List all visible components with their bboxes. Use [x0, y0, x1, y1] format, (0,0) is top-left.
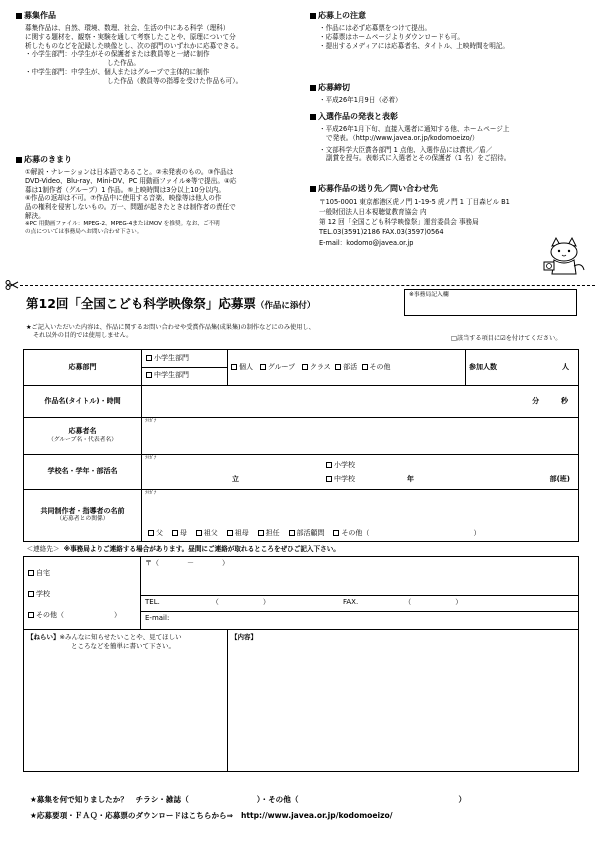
participant-count-field[interactable] — [466, 350, 579, 386]
heading-okurisaki: 応募作品の送り先／問い合わせ先 — [318, 184, 438, 193]
checkbox-junior-high[interactable] — [146, 372, 152, 378]
furigana-label: ﾌﾘｶﾞﾅ — [145, 491, 157, 496]
text-line: した作品（教員等の指導を受けた作品も可）。 — [107, 77, 243, 86]
postal-field[interactable]: 〒（ － ） — [145, 559, 229, 567]
application-form — [23, 349, 579, 772]
heading-boshu: 募集作品 — [24, 11, 56, 20]
co-sub: （応募者との関係） — [56, 516, 109, 523]
scissors-icon — [5, 280, 19, 290]
school-club: 部(班) — [549, 475, 570, 483]
text-line: 解決。 — [25, 212, 45, 221]
furigana-label: ﾌﾘｶﾞﾅ — [145, 419, 157, 424]
text-line: ⑥作品の返却は不可。⑦作品中に使用する音楽、映像等は他人の作 — [25, 194, 222, 203]
text-line: で発表。（http://www.javea.or.jp/kodomoeizo/） — [326, 133, 479, 142]
text-line: ・平成26年1月9日（必着） — [319, 95, 402, 104]
divider — [140, 557, 141, 629]
checkbox-group[interactable] — [260, 364, 266, 370]
footer-q1c: ） — [458, 795, 467, 804]
school-jh-label: 中学校 — [334, 475, 355, 483]
title-time-field[interactable] — [142, 386, 579, 418]
content-head: 【内容】 — [231, 633, 257, 641]
text-line: DVD-Video、Blu-ray、Mini-DV、PC 用動画ファイル※等で提出。④応 — [25, 176, 237, 185]
co-label-text: 共同制作者・指導者の名前 — [40, 506, 125, 515]
checkbox-other-type[interactable] — [362, 364, 368, 370]
footer-q1: ★募集を何で知りましたか？ チラシ・雑誌（ — [30, 795, 189, 804]
applicant-name-field[interactable] — [142, 418, 579, 455]
aim-field[interactable] — [24, 630, 228, 772]
relation-label: 部活顧問 — [296, 528, 325, 537]
type-label: その他 — [369, 362, 391, 371]
square-bullet-icon — [310, 186, 316, 192]
section-kimari — [16, 155, 306, 236]
checkbox-mother[interactable] — [172, 530, 178, 536]
note-line: それ以外の目的では使用しません。 — [33, 332, 133, 340]
section-boshu — [16, 11, 306, 86]
text-line: ・提出するメディアには応募者名、タイトル、上映時間を明記。 — [319, 41, 510, 50]
checkbox-club[interactable] — [335, 364, 341, 370]
other-contact-label: その他（ — [36, 611, 64, 619]
text-line: 募集作品は、自然、環境、数理、社会、生活の中にある科学（理科） — [25, 23, 230, 32]
relation-close: ） — [473, 528, 481, 537]
relation-label: 祖母 — [234, 528, 249, 537]
text-line: ①解説・ナレーションは日本語であること。②未発表のもの。③作品は — [25, 167, 234, 176]
text-line: 副賞を授与。表彰式に入選者とその保護者（1 名）をご招待。 — [326, 154, 511, 163]
text-line: 募は1制作者（グループ）1 作品。⑤上映時間は3分以上10分以内。 — [25, 185, 225, 194]
text-line: ・小学生部門：小学生がその保護者または教員等と一緒に制作 — [25, 50, 210, 59]
footer-download — [30, 811, 393, 821]
title-label: 作品名(タイトル)・時間 — [24, 386, 142, 418]
contact-head: ＜連絡先＞ — [26, 544, 60, 553]
section-shimekiri — [310, 83, 590, 105]
form-title-sub: （作品に添付） — [255, 301, 316, 311]
home-label: 自宅 — [36, 569, 50, 577]
text-line: ・中学生部門：中学生が、個人またはグループで主体的に制作 — [25, 68, 210, 77]
school-ritsu: 立 — [232, 475, 239, 483]
fax-label: FAX. — [343, 598, 359, 606]
count-label: 参加人数 — [469, 362, 497, 371]
other-close: ） — [114, 611, 121, 619]
form-title — [26, 296, 315, 313]
applicant-label-text: 応募者名 — [68, 427, 97, 436]
text-line: ・平成26年1月下旬、直接入選者に通知する他、ホームページ上 — [319, 124, 510, 133]
checkbox-school-el[interactable] — [326, 462, 332, 468]
text-line: ・文部科学大臣賞各部門 1 点他、入選作品には賞状／盾／ — [319, 145, 493, 154]
text-line: した作品。 — [107, 59, 140, 68]
footer-q1b: ）・その他（ — [256, 795, 299, 804]
checkbox-homeroom-teacher[interactable] — [258, 530, 264, 536]
aim-note: ところなどを簡単に書いて下さい。 — [71, 641, 175, 650]
heading-kimari: 応募のきまり — [24, 155, 72, 164]
section-chui — [310, 11, 590, 50]
note-line: ※PC 用動画ファイル：MPEG-2、MPEG-4またはMOV を推奨。なお、ご不明 — [25, 221, 220, 228]
relation-label: 父 — [156, 528, 163, 537]
checkbox-other-contact[interactable] — [28, 612, 34, 618]
square-bullet-icon — [310, 13, 316, 19]
school-contact-label: 学校 — [36, 590, 50, 598]
cut-line — [20, 285, 595, 286]
fax-field[interactable] — [343, 598, 462, 607]
checkbox-grandmother[interactable] — [227, 530, 233, 536]
office-use-label: ※事務局記入欄 — [409, 292, 449, 298]
aim-note: ※みんなに知らせたいことや、見てほしい — [59, 633, 182, 641]
checkbox-grandfather[interactable] — [196, 530, 202, 536]
footer-q2: ★応募要項・ＦＡＱ・応募票のダウンロードはこちらから⇒ — [30, 811, 234, 820]
mascot-cat-icon — [540, 236, 588, 280]
type-label: クラス — [309, 362, 331, 371]
footer-question — [30, 795, 466, 805]
heading-chui: 応募上の注意 — [318, 11, 366, 20]
school-year: 年 — [407, 475, 414, 483]
checkbox-relation-other[interactable] — [333, 530, 339, 536]
tel-field[interactable] — [145, 598, 270, 607]
square-bullet-icon — [16, 13, 22, 19]
content-field[interactable] — [228, 630, 579, 772]
email-field[interactable]: E-mail: — [145, 614, 170, 622]
co-creator-field[interactable] — [142, 490, 579, 542]
office-use-box — [404, 289, 577, 316]
paren: （ — [404, 598, 412, 606]
bumon-jh-label: 中学生部門 — [154, 371, 189, 380]
divider — [140, 611, 578, 612]
form-title-main: 第12回「全国こども科学映像祭」応募票 — [26, 296, 256, 311]
heading-shimekiri: 応募締切 — [318, 83, 350, 92]
check-instruction: □該当する項目に☑を付けてください。 — [451, 335, 562, 342]
text-line: 一般財団法人日本視聴覚教育協会 内 — [319, 208, 427, 217]
text-line: ・応募票はホームページよりダウンロードも可。 — [319, 32, 464, 41]
school-label: 学校名・学年・部活名 — [24, 455, 142, 490]
contact-note: ※事務局よりご連絡する場合があります。昼間にご連絡が取れるところをぜひご記入下さい。 — [63, 544, 340, 553]
relation-label: 祖父 — [203, 528, 218, 537]
checkbox-class[interactable] — [302, 364, 308, 370]
sec-unit: 秒 — [561, 396, 568, 405]
furigana-label: ﾌﾘｶﾞﾅ — [145, 456, 157, 461]
min-unit: 分 — [532, 396, 540, 405]
type-label: 個人 — [239, 362, 253, 371]
privacy-note — [26, 324, 315, 341]
school-el-label: 小学校 — [334, 461, 355, 469]
aim-head: 【ねらい】 — [27, 633, 60, 641]
applicant-label — [24, 418, 142, 455]
divider — [140, 595, 578, 596]
checkbox-home[interactable] — [28, 570, 34, 576]
heading-happyo: 入選作品の発表と表彰 — [318, 112, 398, 121]
checkbox-elementary[interactable] — [146, 355, 152, 361]
square-bullet-icon — [310, 85, 316, 91]
relation-label: その他（ — [341, 528, 370, 537]
type-label: グループ — [267, 362, 296, 371]
text-line: ・作品には必ず応募票をつけて提出。 — [319, 23, 432, 32]
paren: ） — [262, 598, 270, 606]
bumon-el-label: 小学生部門 — [154, 354, 189, 363]
bumon-label: 応募部門 — [24, 350, 142, 386]
download-link[interactable]: http://www.javea.or.jp/kodomoeizo/ — [240, 811, 393, 820]
square-bullet-icon — [310, 114, 316, 120]
text-line: 品の権利を侵害しないもの。万一、問題が起きたときは制作者の責任で — [25, 203, 236, 212]
checkbox-school-contact[interactable] — [28, 591, 34, 597]
co-creator-label — [24, 490, 142, 542]
contact-block — [24, 557, 578, 629]
text-line: 第 12 回「全国こども科学映像祭」運営委員会 事務局 — [319, 218, 479, 227]
text-line: 〒105-0001 東京都港区虎ノ門 1-19-5 虎ノ門 1 丁目森ビル B1 — [319, 197, 510, 206]
text-line: に関する題材を、観察・実験を通して考察したことや、原理について分 — [25, 32, 236, 41]
note-line: の点については事務局へお問い合わせ下さい。 — [25, 228, 143, 235]
relation-label: 担任 — [265, 528, 280, 537]
checkbox-club-advisor[interactable] — [289, 530, 295, 536]
paren: ） — [455, 598, 463, 606]
text-line: TEL.03(3591)2186 FAX.03(3597)0564 — [319, 228, 444, 237]
count-unit: 人 — [562, 362, 569, 371]
relation-label: 母 — [179, 528, 187, 537]
note-line: ★ご記入いただいた内容は、作品に関するお問い合わせや受賞作品集(成果集)の制作などにのみ使用し、 — [26, 324, 315, 331]
checkbox-individual[interactable] — [231, 364, 237, 370]
paren: （ — [211, 598, 219, 606]
checkbox-school-jh[interactable] — [326, 476, 332, 482]
checkbox-father[interactable] — [148, 530, 154, 536]
school-field[interactable] — [142, 455, 579, 490]
contact-header — [24, 542, 579, 557]
type-label: 部活 — [343, 362, 358, 371]
section-happyo — [310, 112, 590, 163]
tel-label: TEL. — [145, 598, 160, 606]
applicant-sub: （グループ名・代表者名） — [47, 436, 118, 443]
text-line: E-mail：kodomo@javea.or.jp — [319, 238, 414, 247]
square-bullet-icon — [16, 157, 22, 163]
text-line: 析したものなどを記録した映像とし、次の部門のいずれかに応募できる。 — [25, 41, 243, 50]
